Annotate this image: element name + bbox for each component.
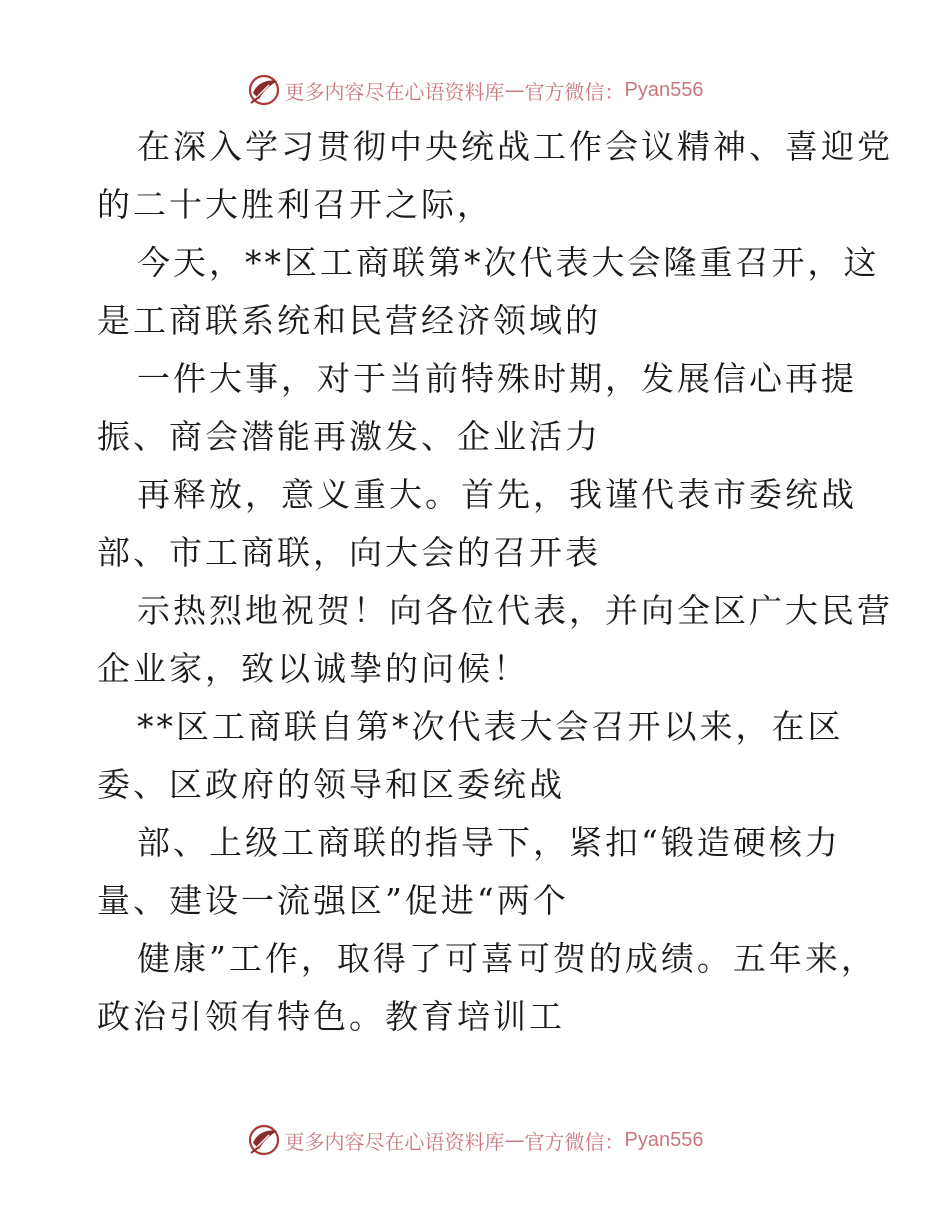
quill-logo-icon	[247, 73, 281, 107]
text-line: 再释放，意义重大。首先，我谨代表市委统战	[137, 475, 857, 514]
text-line: 政治引领有特色。教育培训工	[97, 997, 565, 1036]
quill-logo-icon	[247, 1123, 281, 1157]
text-line: **区工商联自第*次代表大会召开以来，在区	[137, 707, 844, 746]
text-line: 在深入学习贯彻中央统战工作会议精神、喜迎党	[137, 127, 893, 166]
text-line: 健康”工作，取得了可喜可贺的成绩。五年来，	[137, 939, 877, 978]
header-banner-text: 更多内容尽在心语资料库	[284, 79, 505, 104]
header-contact-label: 官方微信：	[524, 79, 625, 104]
text-line: 是工商联系统和民营经济领域的	[97, 301, 601, 340]
header-contact-id: Pyan556	[624, 78, 704, 101]
footer-contact-label: 官方微信：	[524, 1129, 625, 1154]
document-body	[97, 118, 893, 1046]
text-line: 示热烈地祝贺！向各位代表，并向全区广大民营	[137, 591, 893, 630]
footer-banner-text: 更多内容尽在心语资料库	[284, 1129, 505, 1154]
footer-banner-dash: —	[504, 1128, 525, 1152]
footer-watermark	[0, 1120, 950, 1160]
text-line: 部、上级工商联的指导下，紧扣“锻造硬核力	[137, 823, 841, 862]
text-line: 部、市工商联，向大会的召开表	[97, 533, 601, 572]
text-line: 量、建设一流强区”促进“两个	[97, 881, 569, 920]
text-line: 振、商会潜能再激发、企业活力	[97, 417, 601, 456]
text-line: 今天，**区工商联第*次代表大会隆重召开，这	[137, 243, 880, 282]
header-watermark	[0, 70, 950, 110]
footer-contact-id: Pyan556	[624, 1128, 704, 1151]
text-line: 委、区政府的领导和区委统战	[97, 765, 565, 804]
header-banner-dash: —	[504, 78, 525, 102]
text-line: 一件大事，对于当前特殊时期，发展信心再提	[137, 359, 857, 398]
text-line: 企业家，致以诚挚的问候！	[97, 649, 529, 688]
text-line: 的二十大胜利召开之际，	[97, 185, 493, 224]
